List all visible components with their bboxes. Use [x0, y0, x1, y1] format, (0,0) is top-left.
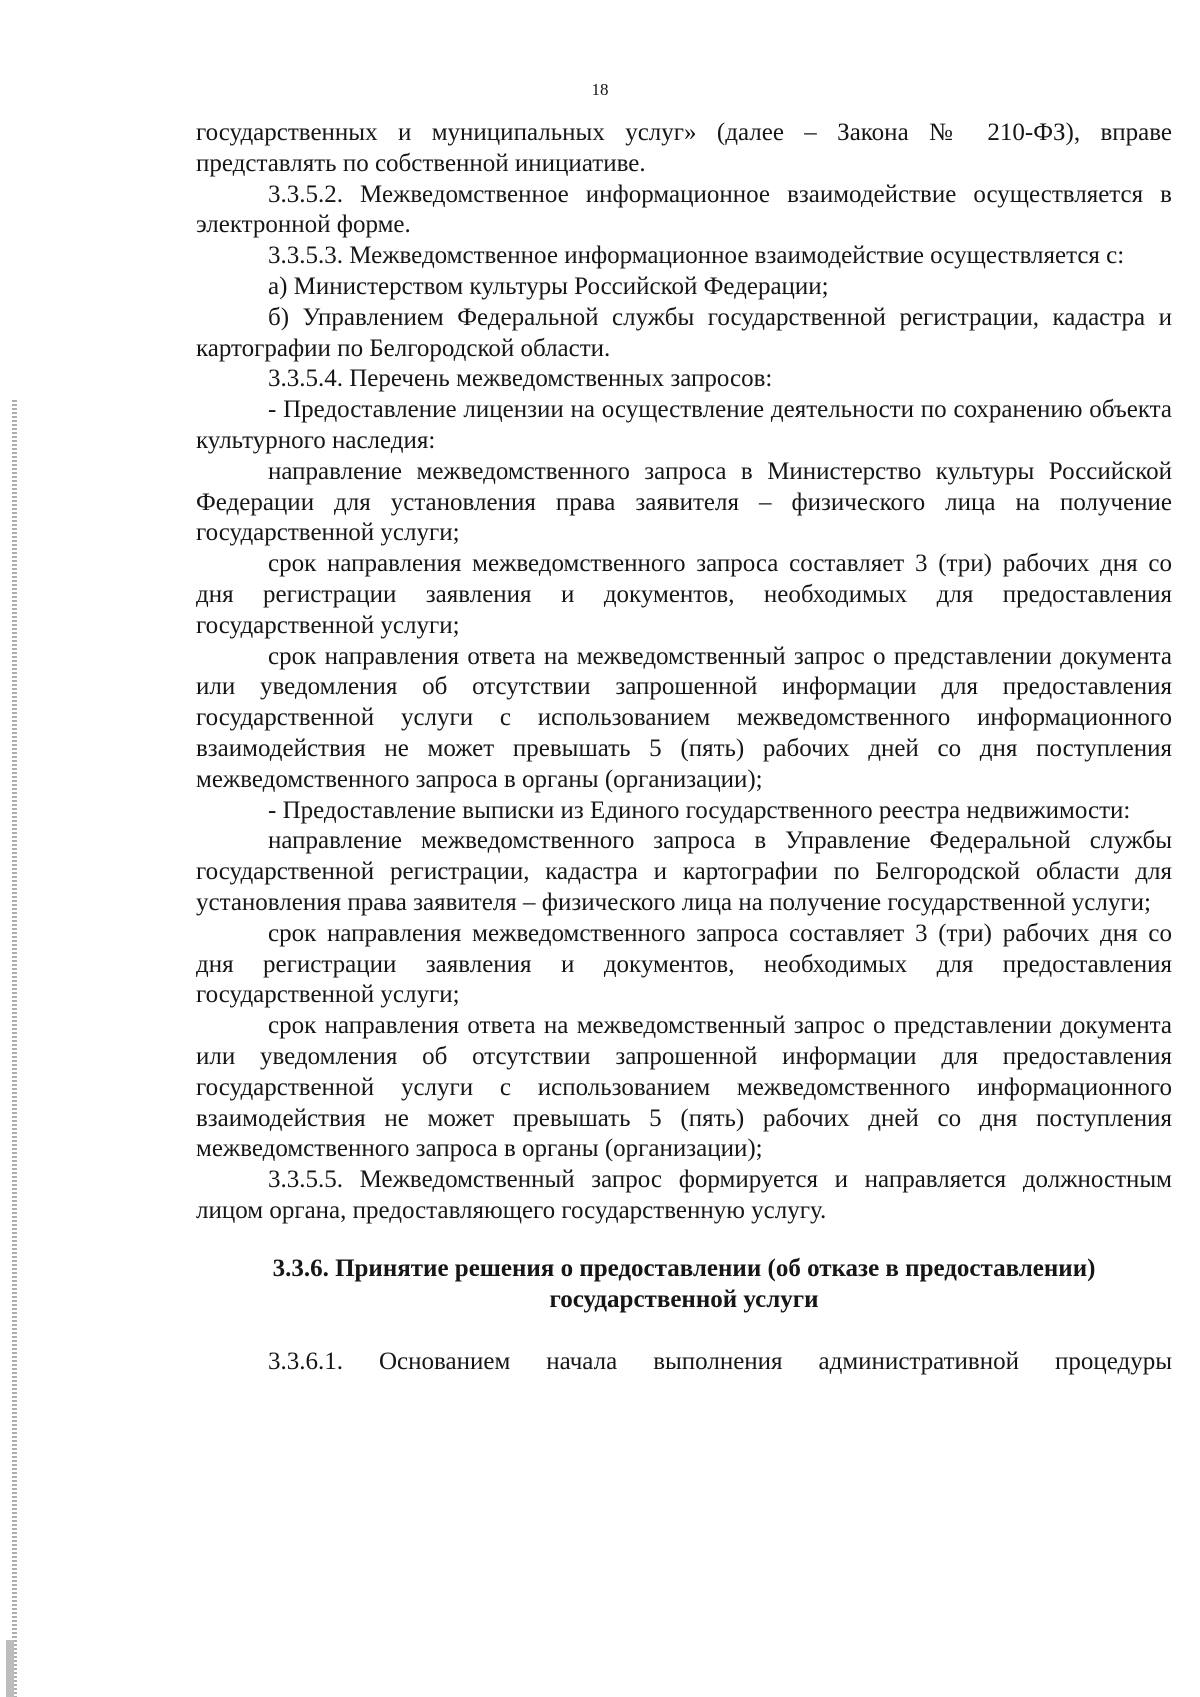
paragraph: б) Управлением Федеральной службы государственной регистрации, кадастра и картографии по Белгородской области.	[196, 303, 1172, 362]
section-heading: 3.3.6. Принятие решения о предоставлении (об отказе в предоставлении) государственной услуги	[272, 1254, 1096, 1313]
paragraph: государственных и муниципальных услуг» (далее – Закона № 210-ФЗ), вправе представлять по собственной инициативе.	[196, 119, 1172, 177]
paragraph: срок направления межведомственного запроса составляет 3 (три) рабочих дня со дня регистрации заявления и документов, необходимых для предоставления государственной услуги;	[196, 919, 1172, 1009]
paragraph: срок направления ответа на межведомственный запрос о представлении документа или уведомления об отсутствии запрошенной информации для предоставления государственной услуги с использованием межведомственного информационного взаимодействия не может превышать 5 (пять) рабочих дней со дня поступления межведомственного запроса в органы (организации);	[196, 1012, 1172, 1163]
paragraph: 3.3.5.4. Перечень межведомственных запросов:	[268, 365, 773, 393]
paragraph: направление межведомственного запроса в Управление Федеральной службы государственной регистрации, кадастра и картографии по Белгородской области для установления права заявителя – физического лица на получение государственной услуги;	[196, 827, 1172, 916]
paragraph: 3.3.5.2. Межведомственное информационное взаимодействие осуществляется в электронной форме.	[196, 180, 1172, 239]
paragraph: 3.3.6.1. Основанием начала выполнения административной процедуры	[268, 1347, 1172, 1375]
paragraph: срок направления межведомственного запроса составляет 3 (три) рабочих дня со дня регистрации заявления и документов, необходимых для предоставления государственной услуги;	[196, 550, 1172, 639]
paragraph: направление межведомственного запроса в Министерство культуры Российской Федерации для установления права заявителя – физического лица на получение государственной услуги;	[196, 457, 1172, 547]
document-body	[196, 118, 1172, 1377]
paragraph: 3.3.5.5. Межведомственный запрос формируется и направляется должностным лицом органа, предоставляющего государственную услугу.	[196, 1166, 1172, 1224]
paragraph: срок направления ответа на межведомственный запрос о представлении документа или уведомления об отсутствии запрошенной информации для предоставления государственной услуги с использованием межведомственного информационного взаимодействия не может превышать 5 (пять) рабочих дней со дня поступления межведомственного запроса в органы (организации);	[196, 642, 1172, 793]
scan-edge-artifact	[12, 400, 17, 1697]
paragraph: - Предоставление выписки из Единого государственного реестра недвижимости:	[268, 796, 1131, 824]
scan-edge-mark	[6, 1640, 14, 1697]
paragraph: - Предоставление лицензии на осуществление деятельности по сохранению объекта культурного наследия:	[196, 396, 1172, 454]
paragraph: а) Министерством культуры Российской Федерации;	[268, 272, 829, 300]
page-number: 18	[591, 80, 609, 99]
paragraph: 3.3.5.3. Межведомственное информационное взаимодействие осуществляется с:	[268, 242, 1125, 270]
